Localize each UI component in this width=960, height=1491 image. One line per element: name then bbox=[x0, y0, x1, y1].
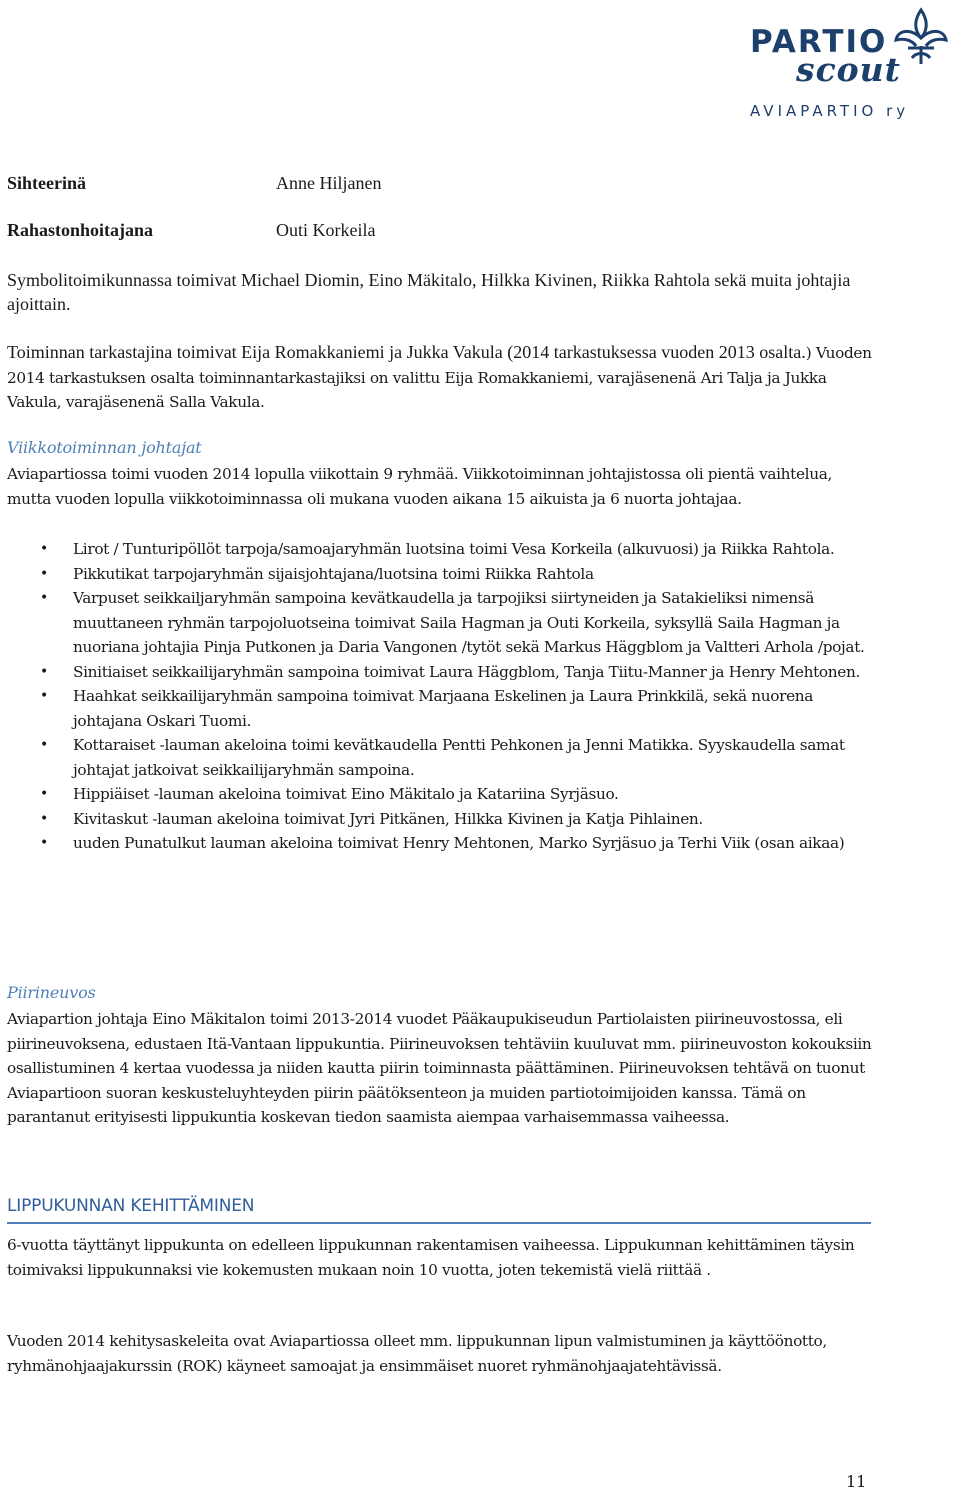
logo-aviapartio-text: AVIAPARTIO ry bbox=[750, 102, 910, 120]
bullet-icon: • bbox=[40, 810, 48, 827]
list-item bbox=[40, 684, 870, 733]
list-item-text: Haahkat seikkailijaryhmän sampoina toimivat Marjaana Eskelinen ja Laura Prinkkilä, sekä nuorena johtajana Oskari Tuomi. bbox=[73, 687, 814, 730]
list-item bbox=[40, 807, 870, 832]
district-council-heading: Piirineuvos bbox=[7, 983, 96, 1002]
weekly-leaders-heading: Viikkotoiminnan johtajat bbox=[7, 438, 202, 457]
development-paragraph-1: 6-vuotta täyttänyt lippukunta on edelleen lippukunnan rakentamisen vaiheessa. Lippukunnan kehittäminen täysin toimivaksi lippukunnaksi vie kokemusten mukaan noin 10 vuotta, joten tekemistä vielä riittää . bbox=[7, 1236, 855, 1279]
officer-name-treasurer: Outi Korkeila bbox=[276, 220, 376, 240]
list-item-text: Lirot / Tunturipöllöt tarpoja/samoajaryhmän luotsina toimi Vesa Korkeila (alkuvuosi) ja Riikka Rahtola. bbox=[73, 540, 835, 558]
symbol-committee-paragraph: Symbolitoimikunnassa toimivat Michael Diomin, Eino Mäkitalo, Hilkka Kivinen, Riikka Rahtola sekä muita johtajia ajoittain. bbox=[7, 270, 851, 314]
list-item bbox=[40, 562, 870, 587]
bullet-icon: • bbox=[40, 541, 48, 557]
bullet-icon: • bbox=[40, 688, 48, 704]
section-divider bbox=[7, 1222, 871, 1224]
list-item bbox=[40, 831, 870, 856]
bullet-icon: • bbox=[40, 565, 48, 582]
list-item-text: Kivitaskut -lauman akeloina toimivat Jyri Pitkänen, Hilkka Kivinen ja Katja Pihlainen. bbox=[73, 809, 703, 828]
list-item-text: Sinitiaiset seikkailijaryhmän sampoina toimivat Laura Häggblom, Tanja Tiitu-Manner ja Henry Mehtonen. bbox=[73, 662, 860, 681]
list-item-text: uuden Punatulkut lauman akeloina toimivat Henry Mehtonen, Marko Syrjäsuo ja Terhi Viik (osan aikaa) bbox=[73, 834, 845, 852]
development-paragraph-2: Vuoden 2014 kehitysaskeleita ovat Aviapartiossa olleet mm. lippukunnan lipun valmistuminen ja käyttöönotto, ryhmänohjaajakurssin (ROK) käyneet samoajat ja ensimmäiset nuoret ryhmänohjaajatehtävissä. bbox=[7, 1332, 827, 1375]
list-item bbox=[40, 586, 870, 660]
list-item bbox=[40, 782, 870, 807]
section-heading-development: LIPPUKUNNAN KEHITTÄMINEN bbox=[7, 1196, 255, 1216]
bullet-icon: • bbox=[40, 786, 48, 802]
list-item-text: Varpuset seikkailjaryhmän sampoina kevätkaudella ja tarpojiksi siirtyneiden ja Satakieliksi nimensä muuttaneen ryhmän tarpojoluotseina toimivat Saila Hagman ja Outi Korkeila, syksyllä Saila Hagman ja nuoriana johtajia Pinja Putkonen ja Daria Vangonen /tytöt sekä Markus Häggblom ja Valtteri Arhola /pojat. bbox=[73, 589, 865, 656]
bullet-icon: • bbox=[40, 663, 48, 680]
weekly-groups-list bbox=[40, 537, 870, 856]
logo-partio-text: PARTIO bbox=[750, 24, 888, 60]
list-item-text: Pikkutikat tarpojaryhmän sijaisjohtajana/luotsina toimi Riikka Rahtola bbox=[73, 564, 594, 583]
partio-scout-logo bbox=[740, 6, 956, 130]
list-item bbox=[40, 537, 870, 562]
auditors-text-part2: ) Vuoden 2014 tarkastuksen osalta toiminnantarkastajiksi on valittu Eija Romakkaniemi, varajäsenenä Ari Talja ja Jukka Vakula, varajäsenenä Salla Vakula. bbox=[7, 344, 872, 411]
officer-role-secretary: Sihteerinä bbox=[7, 173, 86, 193]
scout-lily-emblem-icon bbox=[886, 6, 956, 68]
weekly-intro-paragraph: Aviapartiossa toimi vuoden 2014 lopulla viikottain 9 ryhmää. Viikkotoiminnan johtajistossa oli pientä vaihtelua, mutta vuoden lopulla viikkotoiminnassa oli mukana vuoden aikana 15 aikuista ja 6 nuorta johtajaa. bbox=[7, 465, 833, 508]
auditors-text-part1: Toiminnan tarkastajina toimivat Eija Romakkaniemi ja Jukka Vakula (2014 tarkastuksessa vuoden 2013 osalta. bbox=[7, 342, 806, 362]
officer-role-treasurer: Rahastonhoitajana bbox=[7, 220, 154, 240]
list-item-text: Kottaraiset -lauman akeloina toimi kevätkaudella Pentti Pehkonen ja Jenni Matikka. Syyskaudella samat johtajat jatkoivat seikkailijaryhmän sampoina. bbox=[73, 736, 845, 779]
auditors-paragraph bbox=[7, 340, 877, 415]
district-council-paragraph: Aviapartion johtaja Eino Mäkitalon toimi 2013-2014 vuodet Pääkaupukiseudun Partiolaisten piirineuvostossa, eli piirineuvoksena, edustaen Itä-Vantaan lippukuntia. Piirineuvoksen tehtäviin kuuluvat mm. piirineuvoston kokouksiin osallistuminen 4 kertaa vuodessa ja niiden kautta piirin toiminnasta päättäminen. Piirineuvoksen tehtävä on tuonut Aviapartioon suoran keskusteluyhteyden piirin päätöksenteon ja muiden partiotoimijoiden kanssa. Tämä on parantanut erityisesti lippukuntia koskevan tiedon saamista aiempaa varhaisemmassa vaiheessa. bbox=[7, 1010, 872, 1126]
bullet-icon: • bbox=[40, 590, 48, 606]
bullet-icon: • bbox=[40, 835, 48, 851]
page-number: 11 bbox=[846, 1472, 867, 1491]
bullet-icon: • bbox=[40, 737, 48, 753]
list-item bbox=[40, 733, 870, 782]
logo-scout-text: scout bbox=[796, 50, 901, 89]
list-item-text: Hippiäiset -lauman akeloina toimivat Eino Mäkitalo ja Katariina Syrjäsuo. bbox=[73, 785, 619, 803]
list-item bbox=[40, 660, 870, 685]
officer-name-secretary: Anne Hiljanen bbox=[276, 173, 382, 193]
